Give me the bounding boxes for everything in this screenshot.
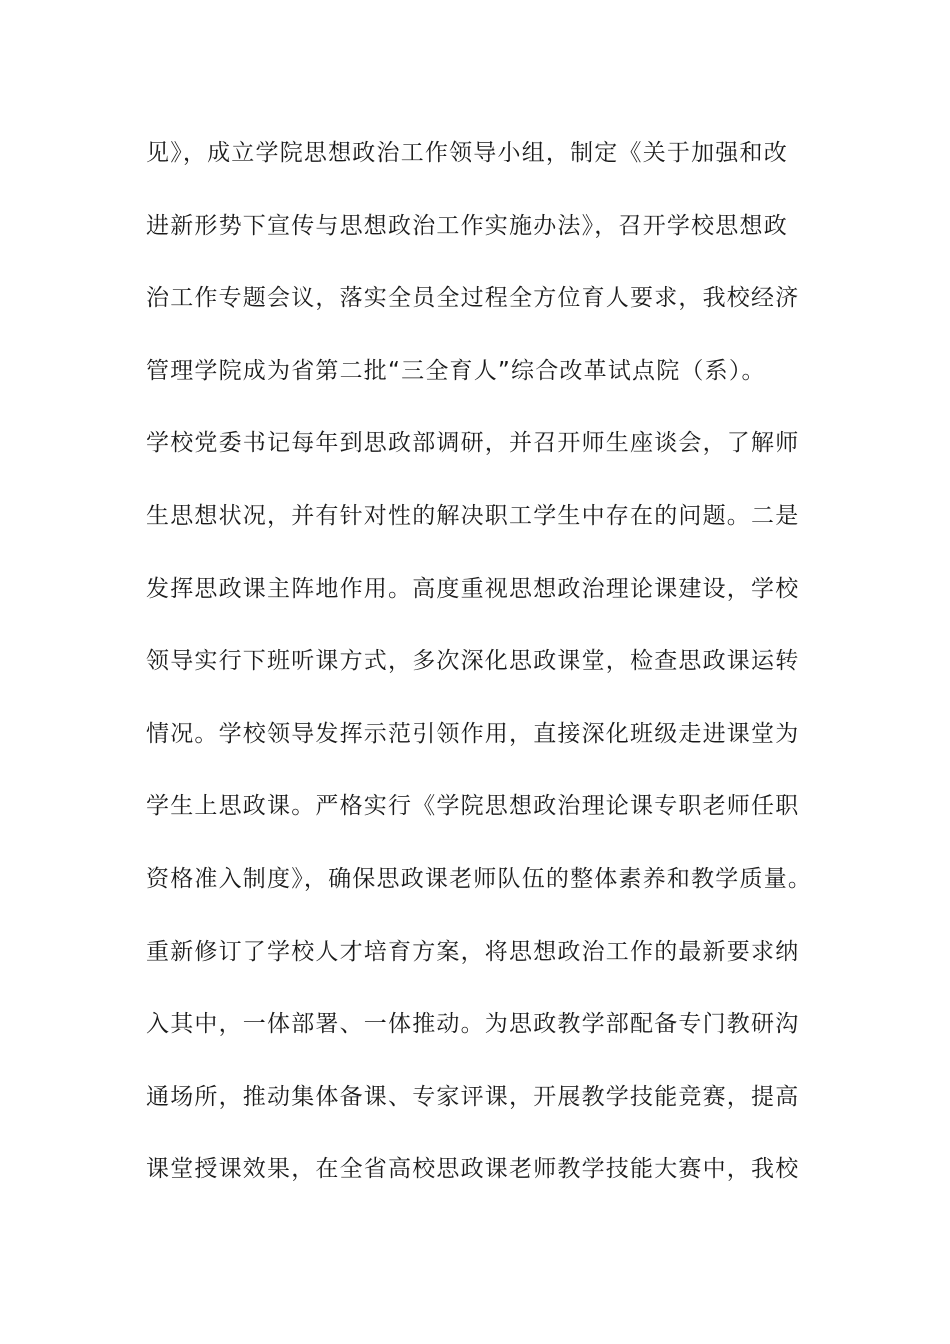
text-line: 管理学院成为省第二批“三全育人”综合改革试点院（系）。 xyxy=(146,357,766,384)
text-line: 情况。学校领导发挥示范引领作用，直接深化班级走进课堂为 xyxy=(146,720,800,747)
text-line: 资格准入制度》，确保思政课老师队伍的整体素养和教学质量。 xyxy=(146,865,813,892)
text-line: 重新修订了学校人才培育方案，将思想政治工作的最新要求纳 xyxy=(146,938,800,965)
text-line: 通场所，推动集体备课、专家评课，开展教学技能竞赛，提高 xyxy=(146,1083,800,1110)
text-line: 领导实行下班听课方式，多次深化思政课堂，检查思政课运转 xyxy=(146,648,800,675)
text-line: 生思想状况，并有针对性的解决职工学生中存在的问题。二是 xyxy=(146,502,800,529)
text-line: 学校党委书记每年到思政部调研，并召开师生座谈会，了解师 xyxy=(146,430,800,457)
text-line: 学生上思政课。严格实行《学院思想政治理论课专职老师任职 xyxy=(146,793,800,820)
text-line: 发挥思政课主阵地作用。高度重视思想政治理论课建设，学校 xyxy=(146,575,800,602)
text-line: 入其中，一体部署、一体推动。为思政教学部配备专门教研沟 xyxy=(146,1011,800,1038)
body-text xyxy=(146,129,816,1218)
text-line: 进新形势下宣传与思想政治工作实施办法》，召开学校思想政 xyxy=(146,212,788,239)
text-line: 课堂授课效果，在全省高校思政课老师教学技能大赛中，我校 xyxy=(146,1156,800,1183)
text-line: 治工作专题会议，落实全员全过程全方位育人要求，我校经济 xyxy=(146,285,800,312)
text-line: 见》，成立学院思想政治工作领导小组，制定《关于加强和改 xyxy=(146,140,788,166)
